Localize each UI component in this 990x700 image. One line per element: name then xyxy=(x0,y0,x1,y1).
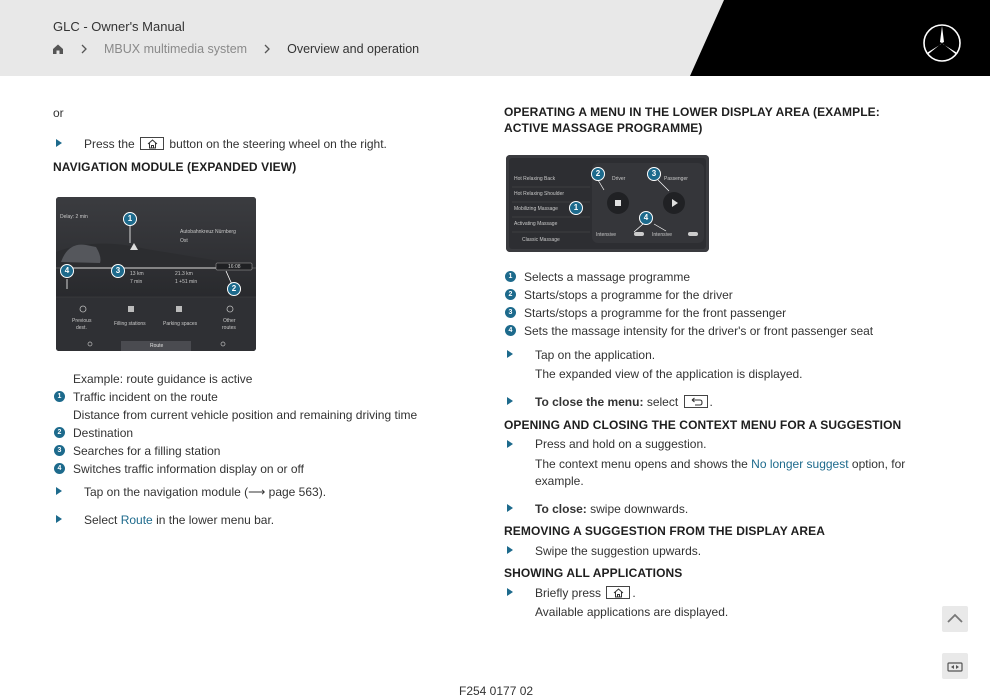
step-arrow-icon xyxy=(507,504,513,512)
callout-3: 3 xyxy=(647,167,661,181)
callout-2: 2 xyxy=(227,282,241,296)
nav-clock: 16:08 xyxy=(228,264,241,270)
home-icon[interactable] xyxy=(52,43,64,55)
nav-road-label-2: Ost xyxy=(180,238,188,244)
massage-programme-screenshot xyxy=(506,155,709,252)
callout-1: 1 xyxy=(569,201,583,215)
nav-item-other-2: routes xyxy=(222,325,236,331)
example-caption: Example: route guidance is active xyxy=(73,372,253,386)
page-header xyxy=(0,0,990,76)
massage-item: Activating Massage xyxy=(514,221,558,227)
step-arrow-icon xyxy=(507,546,513,554)
massage-item: Mobilizing Massage xyxy=(514,206,558,212)
legend-item-3: 3 Searches for a filling station xyxy=(53,442,453,460)
callout-4: 4 xyxy=(60,264,74,278)
nav-delay-label: Delay: 2 min xyxy=(60,214,88,220)
step-tap-nav: Tap on the navigation module (⟶ page 563). xyxy=(53,483,453,501)
step-tap-application: Tap on the application. The expanded view of the application is displayed. xyxy=(504,346,914,384)
massage-legend-1: 1 Selects a massage programme xyxy=(504,268,914,286)
right-column xyxy=(504,104,914,136)
step-arrow-icon xyxy=(507,440,513,448)
step-press-hold: Press and hold on a suggestion. The context menu opens and shows the No longer suggest option, for example. xyxy=(504,436,914,491)
page-link-icon xyxy=(942,653,968,679)
step-arrow-icon xyxy=(56,487,62,495)
no-longer-suggest-link[interactable]: No longer suggest xyxy=(751,456,849,471)
mercedes-star-logo-icon[interactable] xyxy=(922,23,962,63)
massage-legend-2: 2 Starts/stops a programme for the driver xyxy=(504,286,914,304)
nav-item-previous: Previous xyxy=(72,318,92,324)
step-arrow-icon xyxy=(507,397,513,405)
step-arrow-icon xyxy=(56,139,62,147)
home-button-icon xyxy=(140,137,164,150)
nav-distance-2: 21.3 km xyxy=(175,271,193,277)
legend-item-2: 2 Destination xyxy=(53,424,453,442)
nav-item-parking: Parking spaces xyxy=(163,321,198,327)
massage-item: Hot Relaxing Shoulder xyxy=(514,191,565,197)
nav-item-filling: Filling stations xyxy=(114,321,146,327)
route-link[interactable]: Route xyxy=(120,513,153,527)
step-arrow-icon xyxy=(507,588,513,596)
scroll-to-top-button[interactable] xyxy=(942,606,968,632)
navigation-module-screenshot xyxy=(56,197,256,351)
nav-item-previous-2: dest. xyxy=(76,325,87,331)
massage-legend-3: 3 Starts/stops a programme for the front passenger xyxy=(504,304,914,322)
chevron-right-icon xyxy=(76,43,92,55)
massage-item: Hot Relaxing Back xyxy=(514,176,556,182)
callout-1: 1 xyxy=(123,212,137,226)
nav-distance-1: 13 km xyxy=(130,271,144,277)
heading-operating-menu: OPERATING A MENU IN THE LOWER DISPLAY AREA (EXAMPLE: ACTIVE MASSAGE PROGRAMME) xyxy=(504,105,880,135)
massage-passenger-label: Passenger xyxy=(664,176,688,182)
nav-time-2: 1 +51 min xyxy=(175,279,198,285)
breadcrumb-link-mbux[interactable]: MBUX multimedia system xyxy=(104,42,248,56)
image-code: F254 0177 02 xyxy=(459,684,534,698)
chevron-right-icon xyxy=(259,43,275,55)
step-close-menu: To close the menu: select . xyxy=(504,393,914,411)
callout-3: 3 xyxy=(111,264,125,278)
heading-show-applications: SHOWING ALL APPLICATIONS xyxy=(504,565,683,580)
step-arrow-icon xyxy=(507,350,513,358)
left-column xyxy=(53,104,453,175)
heading-context-menu: OPENING AND CLOSING THE CONTEXT MENU FOR A SUGGESTION xyxy=(504,418,902,432)
callout-4: 4 xyxy=(639,211,653,225)
breadcrumb-current: Overview and operation xyxy=(287,42,420,56)
nav-road-label: Autobahnkreuz Nürnberg xyxy=(180,229,236,235)
breadcrumb xyxy=(52,42,419,56)
home-button-icon xyxy=(606,586,630,599)
step-select-route: Select Route in the lower menu bar. xyxy=(53,511,453,529)
massage-driver-label: Driver xyxy=(612,176,626,182)
right-column-lower xyxy=(504,268,914,622)
back-button-icon xyxy=(684,395,708,408)
nav-item-other: Other xyxy=(223,318,236,324)
callout-2: 2 xyxy=(591,167,605,181)
step-briefly-press: Briefly press . Available applications are displayed. xyxy=(504,584,914,622)
or-text: or xyxy=(53,106,64,120)
step-close-context: To close: swipe downwards. xyxy=(504,500,914,518)
document-title: GLC - Owner's Manual xyxy=(53,19,185,34)
massage-intensity-driver: Intensive xyxy=(596,232,617,238)
massage-item: Classic Massage xyxy=(522,237,560,243)
nav-route-tab: Route xyxy=(150,343,164,349)
step-arrow-icon xyxy=(56,515,62,523)
massage-legend-4: 4 Sets the massage intensity for the driver's or front passenger seat xyxy=(504,322,914,340)
step-swipe-up: Swipe the suggestion upwards. xyxy=(504,542,914,560)
legend-item-1: 1 Traffic incident on the route Distance from current vehicle position and remaining driving time xyxy=(53,388,453,424)
heading-navigation-module: NAVIGATION MODULE (EXPANDED VIEW) xyxy=(53,160,297,174)
chevron-up-icon xyxy=(942,606,968,632)
left-column-lower xyxy=(53,370,453,529)
legend-item-4: 4 Switches traffic information display on or off xyxy=(53,460,453,478)
massage-intensity-passenger: Intensive xyxy=(652,232,673,238)
nav-time-1: 7 min xyxy=(130,279,143,285)
page-link-button[interactable] xyxy=(942,653,968,679)
step-press-home: Press the button on the steering wheel on the right. xyxy=(53,135,453,153)
heading-remove-suggestion: REMOVING A SUGGESTION FROM THE DISPLAY AREA xyxy=(504,523,825,538)
